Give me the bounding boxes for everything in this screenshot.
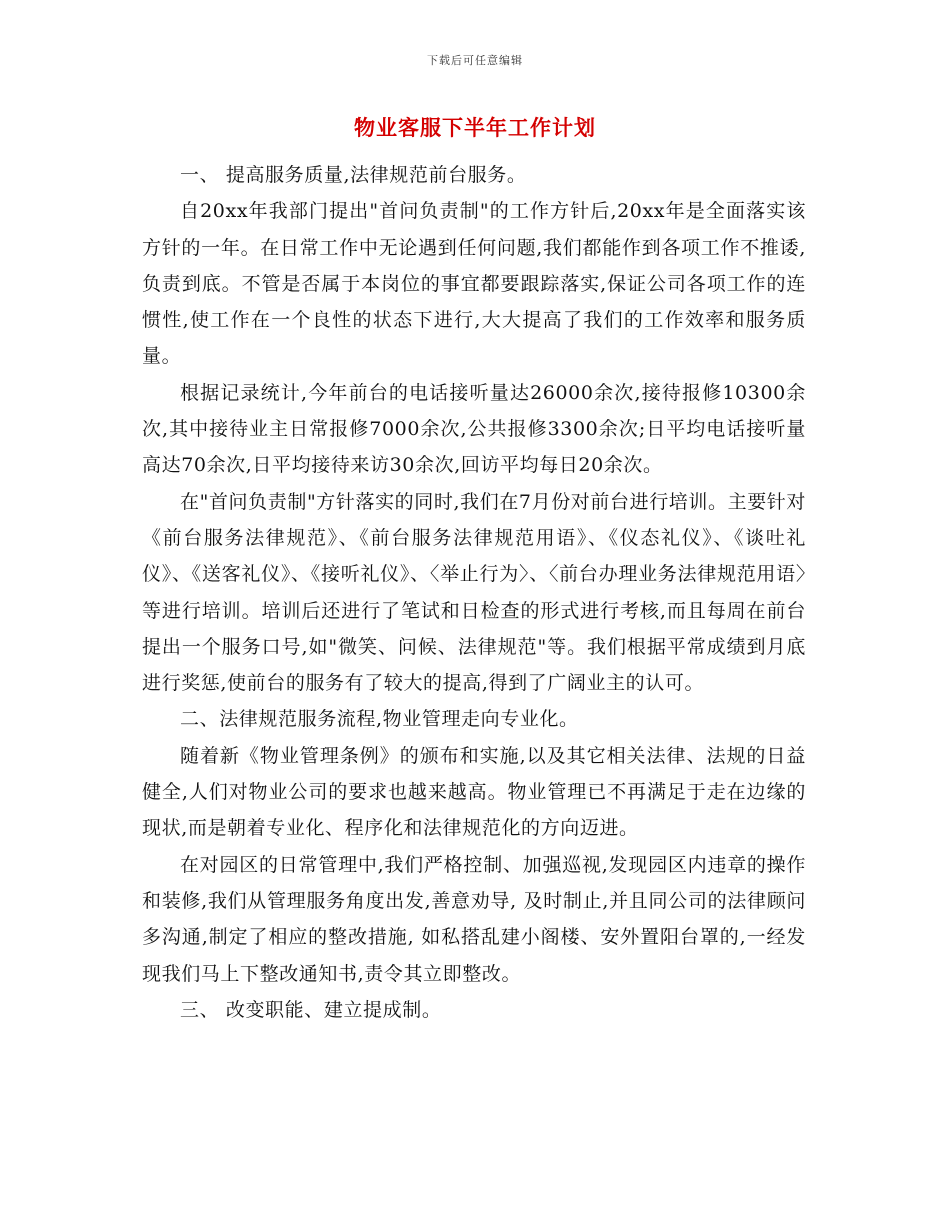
document-body xyxy=(142,157,806,1028)
paragraph: 随着新《物业管理条例》的颁布和实施,以及其它相关法律、法规的日益健全,人们对物业公司的要求也越来越高。物业管理已不再满足于走在边缘的现状,而是朝着专业化、程序化和法律规范化的方向迈进。 xyxy=(142,744,806,840)
header-note: 下载后可任意编辑 xyxy=(427,54,523,67)
section-heading-1: 一、 提高服务质量,法律规范前台服务。 xyxy=(180,164,527,186)
paragraph: 在对园区的日常管理中,我们严格控制、加强巡视,发现园区内违章的操作和装修,我们从管理服务角度出发,善意劝导, 及时制止,并且同公司的法律顾问多沟通,制定了相应的整改措施, 如私搭乱建小阁楼、安外置阳台罩的,一经发现我们马上下整改通知书,责令其立即整改。 xyxy=(142,853,806,985)
section-heading-3: 三、 改变职能、建立提成制。 xyxy=(180,998,442,1021)
document-title: 物业客服下半年工作计划 xyxy=(354,116,596,140)
section-heading-2: 二、法律规范服务流程,物业管理走向专业化。 xyxy=(180,708,579,731)
paragraph: 根据记录统计,今年前台的电话接听量达26000余次,接待报修10300余次,其中接待业主日常报修7000余次,公共报修3300余次;日平均电话接听量高达70余次,日平均接待来访30余次,回访平均每日20余次。 xyxy=(142,381,806,477)
paragraph: 自20xx年我部门提出"首问负责制"的工作方针后,20xx年是全面落实该方针的一年。在日常工作中无论遇到任何问题,我们都能作到各项工作不推诿,负责到底。不管是否属于本岗位的事宜都要跟踪落实,保证公司各项工作的连惯性,使工作在一个良性的状态下进行,大大提高了我们的工作效率和服务质量。 xyxy=(142,200,806,368)
paragraph: 在"首问负责制"方针落实的同时,我们在7月份对前台进行培训。主要针对《前台服务法律规范》、《前台服务法律规范用语》、《仪态礼仪》、《谈吐礼仪》、《送客礼仪》、《接听礼仪》、〈举止行为〉、〈前台办理业务法律规范用语〉等进行培训。培训后还进行了笔试和日检查的形式进行考核,而且每周在前台提出一个服务口号,如"微笑、问候、法律规范"等。我们根据平常成绩到月底进行奖惩,使前台的服务有了较大的提高,得到了广阔业主的认可。 xyxy=(142,490,807,695)
